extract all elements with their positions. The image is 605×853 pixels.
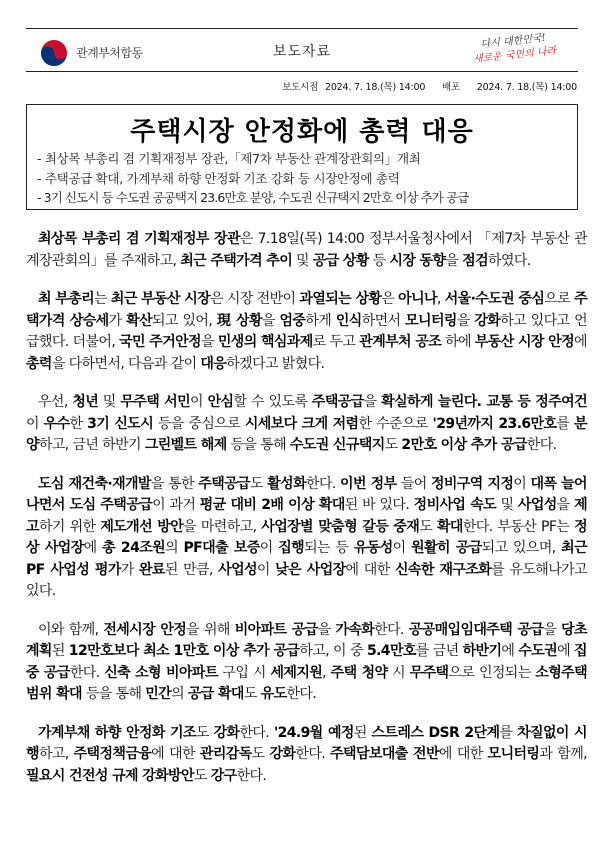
emphasis-text: 시장 동향 (389, 252, 446, 269)
body-text: 하고, (38, 746, 74, 762)
body-text: 의 (165, 540, 184, 556)
body-text: 도 (193, 767, 211, 784)
body-text: 에 (574, 334, 587, 350)
emphasis-text: 수도권 신규택지 (289, 437, 385, 453)
emphasis-text: '24.9월 예정 (273, 724, 354, 741)
emphasis-text: 집중 공급 (26, 643, 587, 681)
emphasis-text: 강화 (213, 724, 240, 741)
emphasis-text: 공공매입임대주택 공급 (408, 621, 544, 638)
org-name: 관계부처합동 (76, 46, 143, 60)
emphasis-text: 주택공급 (198, 475, 250, 492)
emphasis-text: 당초 계획 (26, 621, 587, 659)
emphasis-text: 과열되는 상황 (299, 291, 382, 307)
slogan (469, 30, 559, 67)
emphasis-text: 정비사업 속도 (413, 497, 497, 513)
body-text: 하였다. (488, 252, 531, 269)
emphasis-text: 하반기 (462, 643, 502, 659)
emphasis-text: 대응 (200, 355, 227, 372)
body-text: 된 (353, 724, 372, 741)
emphasis-text: 유도 (260, 686, 287, 702)
body-text: 은 시장 전반이 (210, 291, 300, 307)
emphasis-text: 現 상황 (216, 312, 262, 329)
distribution-value: 2024. 7. 18.(목) 14:00 (476, 82, 577, 93)
emphasis-text: 제고 (26, 497, 587, 535)
emphasis-text: 스트레스 DSR 2단계 (371, 724, 500, 741)
body-text: 가 (120, 561, 139, 578)
emphasis-text: 완료 (139, 561, 165, 578)
doc-type-label: 보도자료 (272, 44, 332, 60)
release-dates (26, 79, 577, 93)
paragraph (26, 229, 587, 272)
emphasis-text: 5.4만호 (366, 643, 416, 659)
body-text: 이 (26, 415, 44, 432)
body-text: 이 과거 (152, 497, 200, 513)
emphasis-text: 민생의 핵심과제 (217, 334, 313, 350)
body-text: 을 (261, 312, 280, 329)
emphasis-text: 사업장별 맞춤형 갈등 중재 (261, 518, 420, 535)
emphasis-text: 확실하게 늘린다. 교통 등 정주여건 (381, 394, 587, 410)
emphasis-text: 분양 (26, 415, 587, 453)
body-text: 에 대한 (438, 746, 488, 762)
body-text: 을 (556, 497, 575, 513)
emphasis-text: 총 24조원 (102, 540, 166, 556)
emphasis-text: 아니나 (398, 291, 437, 307)
emphasis-text: 3기 신도시 (87, 415, 154, 432)
body-text: 한 (69, 415, 88, 432)
slogan-line-1: 다시 대한민국! (480, 32, 547, 51)
subtitle-list (37, 149, 573, 208)
emphasis-text: 소형주택 범위 확대 (26, 664, 587, 702)
body-text: 하기 위한 (38, 518, 101, 535)
body-text: 이 (259, 540, 279, 556)
press-header (26, 28, 578, 72)
body-text: 등을 중심으로 (153, 415, 245, 432)
body-text: 는 (94, 291, 111, 307)
body-text: 을 통한 (150, 475, 199, 492)
emphasis-text: 원활히 공급 (411, 540, 482, 556)
subtitle-item: - 최상목 부총리 겸 기획재정부 장관,「제7차 부동산 관계장관회의」개최 (37, 151, 421, 166)
emphasis-text: 모니터링 (405, 312, 457, 329)
paragraph (26, 723, 587, 788)
body-text: 을 마련하고, (183, 518, 262, 535)
body-text: 된 바 있다. (344, 497, 414, 513)
body-text: 이 (392, 540, 412, 556)
body-text: 은 7.18일(목) 14:00 정부서울청사에서 「제7차 부동산 관계장관회의」를 주재하고, (26, 231, 587, 269)
emphasis-text: 최근 주택가격 추이 (180, 252, 293, 269)
body-text: 과 함께, (539, 746, 587, 762)
emphasis-text: 가계부채 하향 안정화 기조 (38, 724, 196, 741)
body-text: 이 (256, 561, 276, 578)
body-text: 되고 있으며, (481, 540, 562, 556)
body-text: 된 (51, 643, 69, 659)
emphasis-text: 점검 (462, 252, 489, 269)
body-text: 도 (384, 437, 402, 453)
body-text: 우선, (38, 394, 73, 410)
body-text: 한다. (526, 437, 557, 453)
emphasis-text: 강화 (474, 312, 501, 329)
emphasis-text: 제도개선 방안 (100, 518, 184, 535)
emphasis-text: 확산 (126, 312, 153, 329)
emphasis-text: 부동산 시장 안정 (474, 334, 575, 350)
emphasis-text: 최근 부동산 시장 (110, 291, 211, 307)
emphasis-text: 세제지원 (270, 664, 323, 681)
emphasis-text: 최상목 부총리 겸 기획재정부 장관 (38, 231, 240, 247)
body-text: 도 (249, 475, 268, 492)
emphasis-text: 평균 대비 2배 이상 확대 (199, 497, 345, 513)
subtitle-item: - 주택공급 확대, 가계부채 하향 안정화 기조 강화 등 시장안정에 총력 (37, 170, 400, 186)
emphasis-text: 정상 사업장 (26, 518, 587, 556)
body-text: 된 만큼, (164, 561, 219, 578)
body-text: 및 (98, 394, 121, 410)
body-text: 은 (381, 291, 399, 307)
emphasis-text: 집행 (278, 540, 305, 556)
body-text: 로 두고 (312, 334, 360, 350)
emphasis-text: 사업성 (218, 561, 257, 578)
body-text: 한다. (374, 621, 409, 638)
emphasis-text: 주택공급 (311, 394, 364, 410)
body-text: 한다. (306, 475, 341, 492)
body-text: 등을 통해 (81, 686, 146, 702)
emphasis-text: 무주택 (409, 664, 449, 681)
body-text: 한다. (295, 746, 331, 762)
body-text: 을 다하면서, 다음과 같이 (51, 355, 201, 372)
body-text: 이 (190, 394, 208, 410)
body-text: 한다. (239, 724, 274, 741)
title-box (26, 104, 578, 210)
emphasis-text: 그린벨트 해제 (144, 437, 227, 453)
emphasis-text: 관리감독 (199, 746, 252, 762)
emphasis-text: 정비구역 지정 (431, 475, 514, 492)
page-title: 주택시장 안정화에 총력 대응 (130, 117, 474, 147)
slogan-line-2: 새로운 국민의 나라 (472, 45, 557, 66)
emphasis-text: 청년 (72, 394, 99, 410)
paragraph (26, 474, 587, 603)
emphasis-text: PF대출 보증 (183, 540, 260, 556)
emphasis-text: 신축 소형 비아파트 (104, 664, 218, 681)
body-text: 한다. (236, 767, 267, 784)
emphasis-text: '29년까지 23.6만호 (432, 415, 557, 432)
emphasis-text: 가속화 (335, 621, 375, 638)
emphasis-text: 주택 청약 (330, 664, 388, 681)
article-body (26, 229, 587, 804)
body-text: 하면서 (361, 312, 406, 329)
body-text: 에 (501, 643, 519, 659)
body-text: 이와 함께, (38, 621, 104, 638)
paragraph (26, 620, 587, 706)
body-text: 할 수 있도록 (233, 394, 312, 410)
emphasis-text: 주택가격 상승세 (26, 291, 587, 329)
emphasis-text: 서울·수도권 중심 (444, 291, 545, 307)
emphasis-text: 낮은 사업장 (275, 561, 346, 578)
body-text: 을 (456, 312, 475, 329)
emphasis-text: 강구 (210, 767, 237, 784)
emphasis-text: 전세시장 안정 (103, 621, 187, 638)
body-text: 하겠다고 밝혔다. (226, 355, 325, 372)
emphasis-text: 필요시 건전성 규제 강화방안 (26, 767, 194, 784)
body-text: 등 (368, 252, 390, 269)
body-text: 으로 인정되는 (448, 664, 536, 681)
body-text: 한다. (69, 664, 105, 681)
body-text: 한 수준으로 (358, 415, 433, 432)
body-text: 하에 (441, 334, 475, 350)
body-text: 등을 통해 (226, 437, 290, 453)
body-text: 에 대한 (345, 561, 395, 578)
subtitle-item: - 3기 신도시 등 수도권 공공택지 23.6만호 분양, 수도권 신규택지 2만호 이상 추가 공급 (37, 190, 469, 205)
emphasis-text: 주택정책금융 (73, 746, 152, 762)
emphasis-text: 대폭 늘어나면서 도심 주택공급 (26, 475, 587, 513)
body-text: 구입 시 (217, 664, 271, 681)
emphasis-text: 활성화 (267, 475, 307, 492)
body-text: 을 (317, 621, 336, 638)
emphasis-text: 공급 상황 (312, 252, 369, 269)
emphasis-text: 총력 (26, 355, 52, 372)
body-text: 하게 (305, 312, 336, 329)
emphasis-text: 안심 (207, 394, 234, 410)
body-text: 가 (108, 312, 127, 329)
body-text: 및 (496, 497, 518, 513)
emphasis-text: 엄중 (279, 312, 306, 329)
emphasis-text: 유동성 (353, 540, 393, 556)
emphasis-text: 강화 (269, 746, 296, 762)
body-text: 에 (83, 540, 103, 556)
emphasis-text: 민간 (145, 686, 172, 702)
body-text: 의 (171, 686, 188, 702)
emphasis-text: 수도권 (518, 643, 558, 659)
emphasis-text: 신속한 재구조화 (394, 561, 492, 578)
body-text: 를 (499, 724, 518, 741)
emphasis-text: 차질없이 시행 (26, 724, 587, 762)
body-text: 및 (292, 252, 313, 269)
emphasis-text: 최 부총리 (38, 291, 95, 307)
body-text: 에 (557, 643, 575, 659)
body-text: 을 (200, 334, 218, 350)
embargo-label: 보도시점 (282, 82, 319, 93)
body-text: 으로 (544, 291, 575, 307)
emphasis-text: 이번 정부 (340, 475, 397, 492)
body-text: 를 금년 (415, 643, 463, 659)
emphasis-text: 최근 PF 사업성 평가 (26, 540, 587, 578)
body-text: 를 유도해나가고 있다. (26, 561, 587, 599)
emphasis-text: 우수 (43, 415, 70, 432)
body-text: 도 (195, 724, 214, 741)
distribution-label: 배포 (442, 82, 460, 93)
body-text: 들어 (396, 475, 431, 492)
body-text: 이 (513, 475, 531, 492)
body-text: 하고, 이 중 (299, 643, 367, 659)
emphasis-text: 무주택 서민 (120, 394, 191, 410)
body-text: 되고 있어, (152, 312, 217, 329)
emphasis-text: 공급 확대 (187, 686, 244, 702)
body-text: 한다. (286, 686, 317, 702)
body-text: , (436, 291, 445, 307)
emphasis-text: 시세보다 크게 저렴 (244, 415, 359, 432)
body-text: 도 (243, 686, 261, 702)
emphasis-text: 12만호보다 최소 1만호 이상 추가 공급 (68, 643, 300, 659)
emphasis-text: 비아파트 공급 (234, 621, 318, 638)
body-text: 하고 있다고 언급했다. 더불어, (26, 312, 588, 350)
emphasis-text: 도심 재건축·재개발 (38, 475, 151, 492)
body-text: 하고, 금년 하반기 (38, 437, 145, 453)
emphasis-text: 모니터링 (487, 746, 540, 762)
body-text: 도 (251, 746, 270, 762)
paragraph (26, 289, 587, 375)
body-text: 도 (419, 518, 437, 535)
body-text: 에 대한 (151, 746, 200, 762)
paragraph (26, 392, 587, 457)
emphasis-text: 사업성 (517, 497, 557, 513)
body-text: , (322, 664, 331, 681)
emphasis-text: 주택담보대출 전반 (330, 746, 439, 762)
embargo-value: 2024. 7. 18.(목) 14:00 (324, 82, 426, 93)
emphasis-text: 인식 (335, 312, 362, 329)
emphasis-text: 2만호 이상 추가 공급 (401, 437, 527, 453)
body-text: 되는 등 (304, 540, 354, 556)
body-text: 한다. 부동산 PF는 (462, 518, 575, 535)
body-text: 을 (445, 252, 463, 269)
emphasis-text: 국민 주거안정 (119, 334, 201, 350)
body-text: 을 (363, 394, 382, 410)
body-text: 를 (556, 415, 575, 432)
emphasis-text: 확대 (437, 518, 463, 535)
emphasis-text: 관계부처 공조 (359, 334, 442, 350)
body-text: 을 (543, 621, 562, 638)
body-text: 을 위해 (186, 621, 235, 638)
body-text: 시 (387, 664, 410, 681)
